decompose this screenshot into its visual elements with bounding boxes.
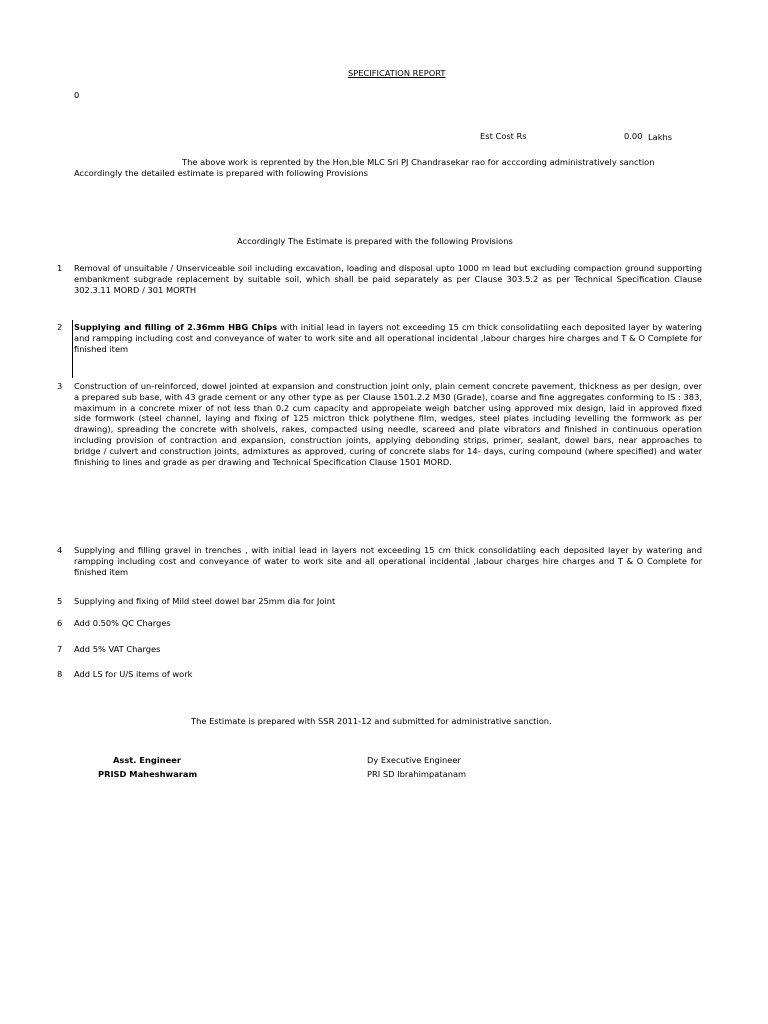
signature-right-office: PRI SD Ibrahimpatanam	[367, 769, 467, 779]
item-number: 6	[57, 618, 63, 628]
item-text	[74, 322, 702, 354]
item-number: 1	[57, 263, 63, 273]
name-of-work: 0	[74, 90, 80, 100]
intro-line-1: The above work is reprented by the Hon,ble MLC Sri PJ Chandrasekar rao for acccording administratively sanction	[182, 157, 655, 167]
item-number: 8	[57, 669, 63, 679]
signature-left-office: PRISD Maheshwaram	[98, 769, 198, 779]
item-number: 3	[57, 381, 63, 391]
item-rest: with initial lead in layers not exceeding 15 cm thick consolidatiing each deposited layer by watering and rampping including cost and conveyance of water to work site and all operational incidental ,labour charges hire charges and T & O Complete for finished item	[74, 322, 702, 354]
item-text: Add 5% VAT Charges	[74, 644, 161, 654]
text-cursor-line	[72, 320, 73, 378]
est-cost-unit: Lakhs	[648, 132, 673, 142]
report-title: SPECIFICATION REPORT	[348, 68, 446, 78]
item-text: Removal of unsuitable / Unserviceable soil including excavation, loading and disposal upto 1000 m lead but excluding compaction ground supporting embankment subgrade replacement by suitable soil, which shall be paid separately as per Clause 303.5.2 as per Technical Specification Clause 302.3.11 MORD / 301 MORTH	[74, 263, 702, 295]
intro-line-2: Accordingly the detailed estimate is prepared with following Provisions	[74, 168, 368, 178]
item-number: 7	[57, 644, 63, 654]
item-number: 4	[57, 545, 63, 555]
item-number: 2	[57, 322, 63, 332]
signature-left-title: Asst. Engineer	[113, 755, 181, 765]
item-number: 5	[57, 596, 63, 606]
item-bold-lead: Supplying and filling of 2.36mm HBG Chips	[74, 322, 278, 332]
item-text: Supplying and fixing of Mild steel dowel bar 25mm dia for Joint	[74, 596, 336, 606]
est-cost-label: Est Cost Rs	[480, 131, 527, 141]
est-cost-value: 0.00	[624, 131, 643, 141]
item-text: Construction of un-reinforced, dowel jointed at expansion and construction joint only, plain cement concrete pavement, thickness as per design, over a prepared sub base, with 43 grade cement or any other type as per Clause 1501.2.2 M30 (Grade), coarse and fine aggregates conforming to IS : 383, maximum in a concrete mixer of not less than 0.2 cum capacity and appropeiate weigh batcher using approved mix design, laid in approved fixed side formwork (steel channel, laying and fixing of 125 mictron thick polythene film, wedges, steel plates including levelling the formwork as per drawing), spreading the concrete with sholvels, rakes, compacted using needle, scareed and plate vibrators and finished in continuous operation including provision of contraction and expansion, construction joints, applying debonding strips, primer, sealant, dowel bars, near approaches to bridge / culvert and construction joints, admixtures as approved, curing of concrete slabs for 14- days, curing compound (where specified) and water finishing to lines and grade as per drawing and Technical Specification Clause 1501 MORD.	[74, 381, 702, 467]
item-text: Add 0.50% QC Charges	[74, 618, 171, 628]
closing-statement: The Estimate is prepared with SSR 2011-12 and submitted for administrative sanction.	[191, 716, 552, 726]
item-text: Add LS for U/S items of work	[74, 669, 193, 679]
item-text: Supplying and filling gravel in trenches , with initial lead in layers not exceeding 15 cm thick consolidatiing each deposited layer by watering and rampping including cost and conveyance of water to work site and all operational incidental ,labour charges hire charges and T & O Complete for finished item	[74, 545, 702, 577]
provisions-heading: Accordingly The Estimate is prepared with the following Provisions	[237, 236, 513, 246]
signature-right-title: Dy Executive Engineer	[367, 755, 461, 765]
